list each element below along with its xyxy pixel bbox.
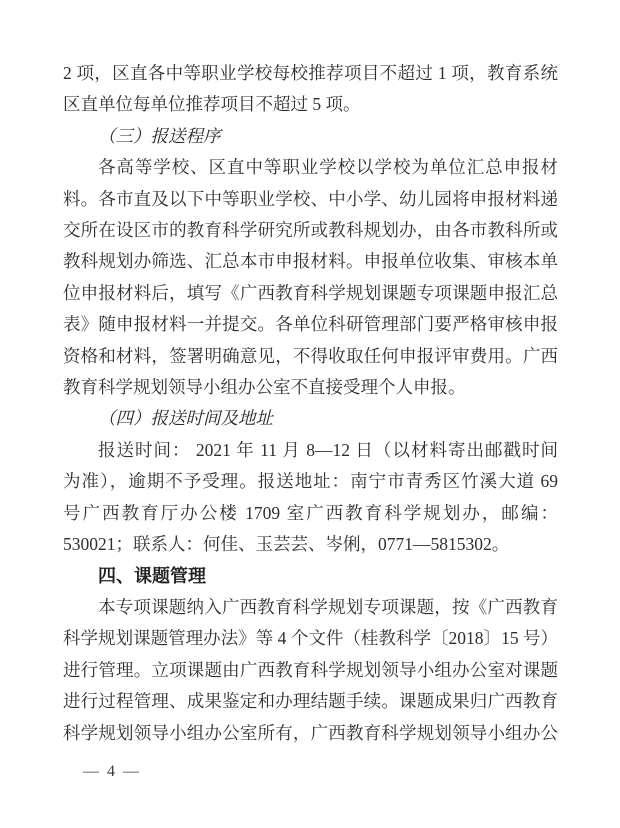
- document-line: 料。各市直及以下中等职业学校、中小学、幼儿园将申报材料递: [63, 188, 558, 209]
- chapter-heading-4-project-management: 四、课题管理: [98, 565, 206, 586]
- document-line: 表》随申报材料一并提交。各单位科研管理部门要严格审核申报: [63, 314, 558, 335]
- document-line: 位申报材料后，填写《广西教育科学规划课题专项课题申报汇总: [63, 282, 558, 303]
- document-line: 号广西教育厅办公楼 1709 室广西教育科学规划办，邮编：: [63, 502, 558, 523]
- document-line: 为准），逾期不予受理。报送地址：南宁市青秀区竹溪大道 69: [63, 471, 558, 492]
- document-line: 交所在设区市的教育科学研究所或教科规划办，由各市教科所或: [63, 220, 558, 241]
- document-line: 进行过程管理、成果鉴定和办理结题手续。课题成果归广西教育: [63, 691, 558, 712]
- document-line: 科学规划课题管理办法》等 4 个文件（桂教科学〔2018〕15 号）: [63, 628, 558, 649]
- document-line: 科学规划领导小组办公室所有，广西教育科学规划领导小组办公: [63, 722, 558, 743]
- document-line: 教育科学规划领导小组办公室不直接受理个人申报。: [63, 377, 466, 398]
- document-line: 资格和材料，签署明确意见，不得收取任何申报评审费用。广西: [63, 345, 558, 366]
- document-line-contact-info: 530021；联系人：何佳、玉芸芸、岑俐，0771—5815302。: [63, 534, 510, 555]
- section-heading-3-submission-procedure: （三）报送程序: [98, 125, 221, 146]
- section-heading-4-submission-time-address: （四）报送时间及地址: [98, 408, 273, 429]
- document-line: 本专项课题纳入广西教育科学规划专项课题，按《广西教育: [98, 596, 558, 617]
- document-body: [63, 58, 558, 749]
- document-line: 报送时间： 2021 年 11 月 8—12 日（以材料寄出邮戳时间: [98, 439, 558, 460]
- document-line: 区直单位每单位推荐项目不超过 5 项。: [63, 94, 361, 115]
- document-line: 各高等学校、区直中等职业学校以学校为单位汇总申报材: [98, 157, 558, 178]
- page-number: — 4 —: [83, 763, 141, 780]
- document-line: 进行管理。立项课题由广西教育科学规划领导小组办公室对课题: [63, 659, 558, 680]
- document-line: 2 项，区直各中等职业学校每校推荐项目不超过 1 项，教育系统: [63, 63, 558, 83]
- document-line: 教科规划办筛选、汇总本市申报材料。申报单位收集、审核本单: [63, 251, 558, 272]
